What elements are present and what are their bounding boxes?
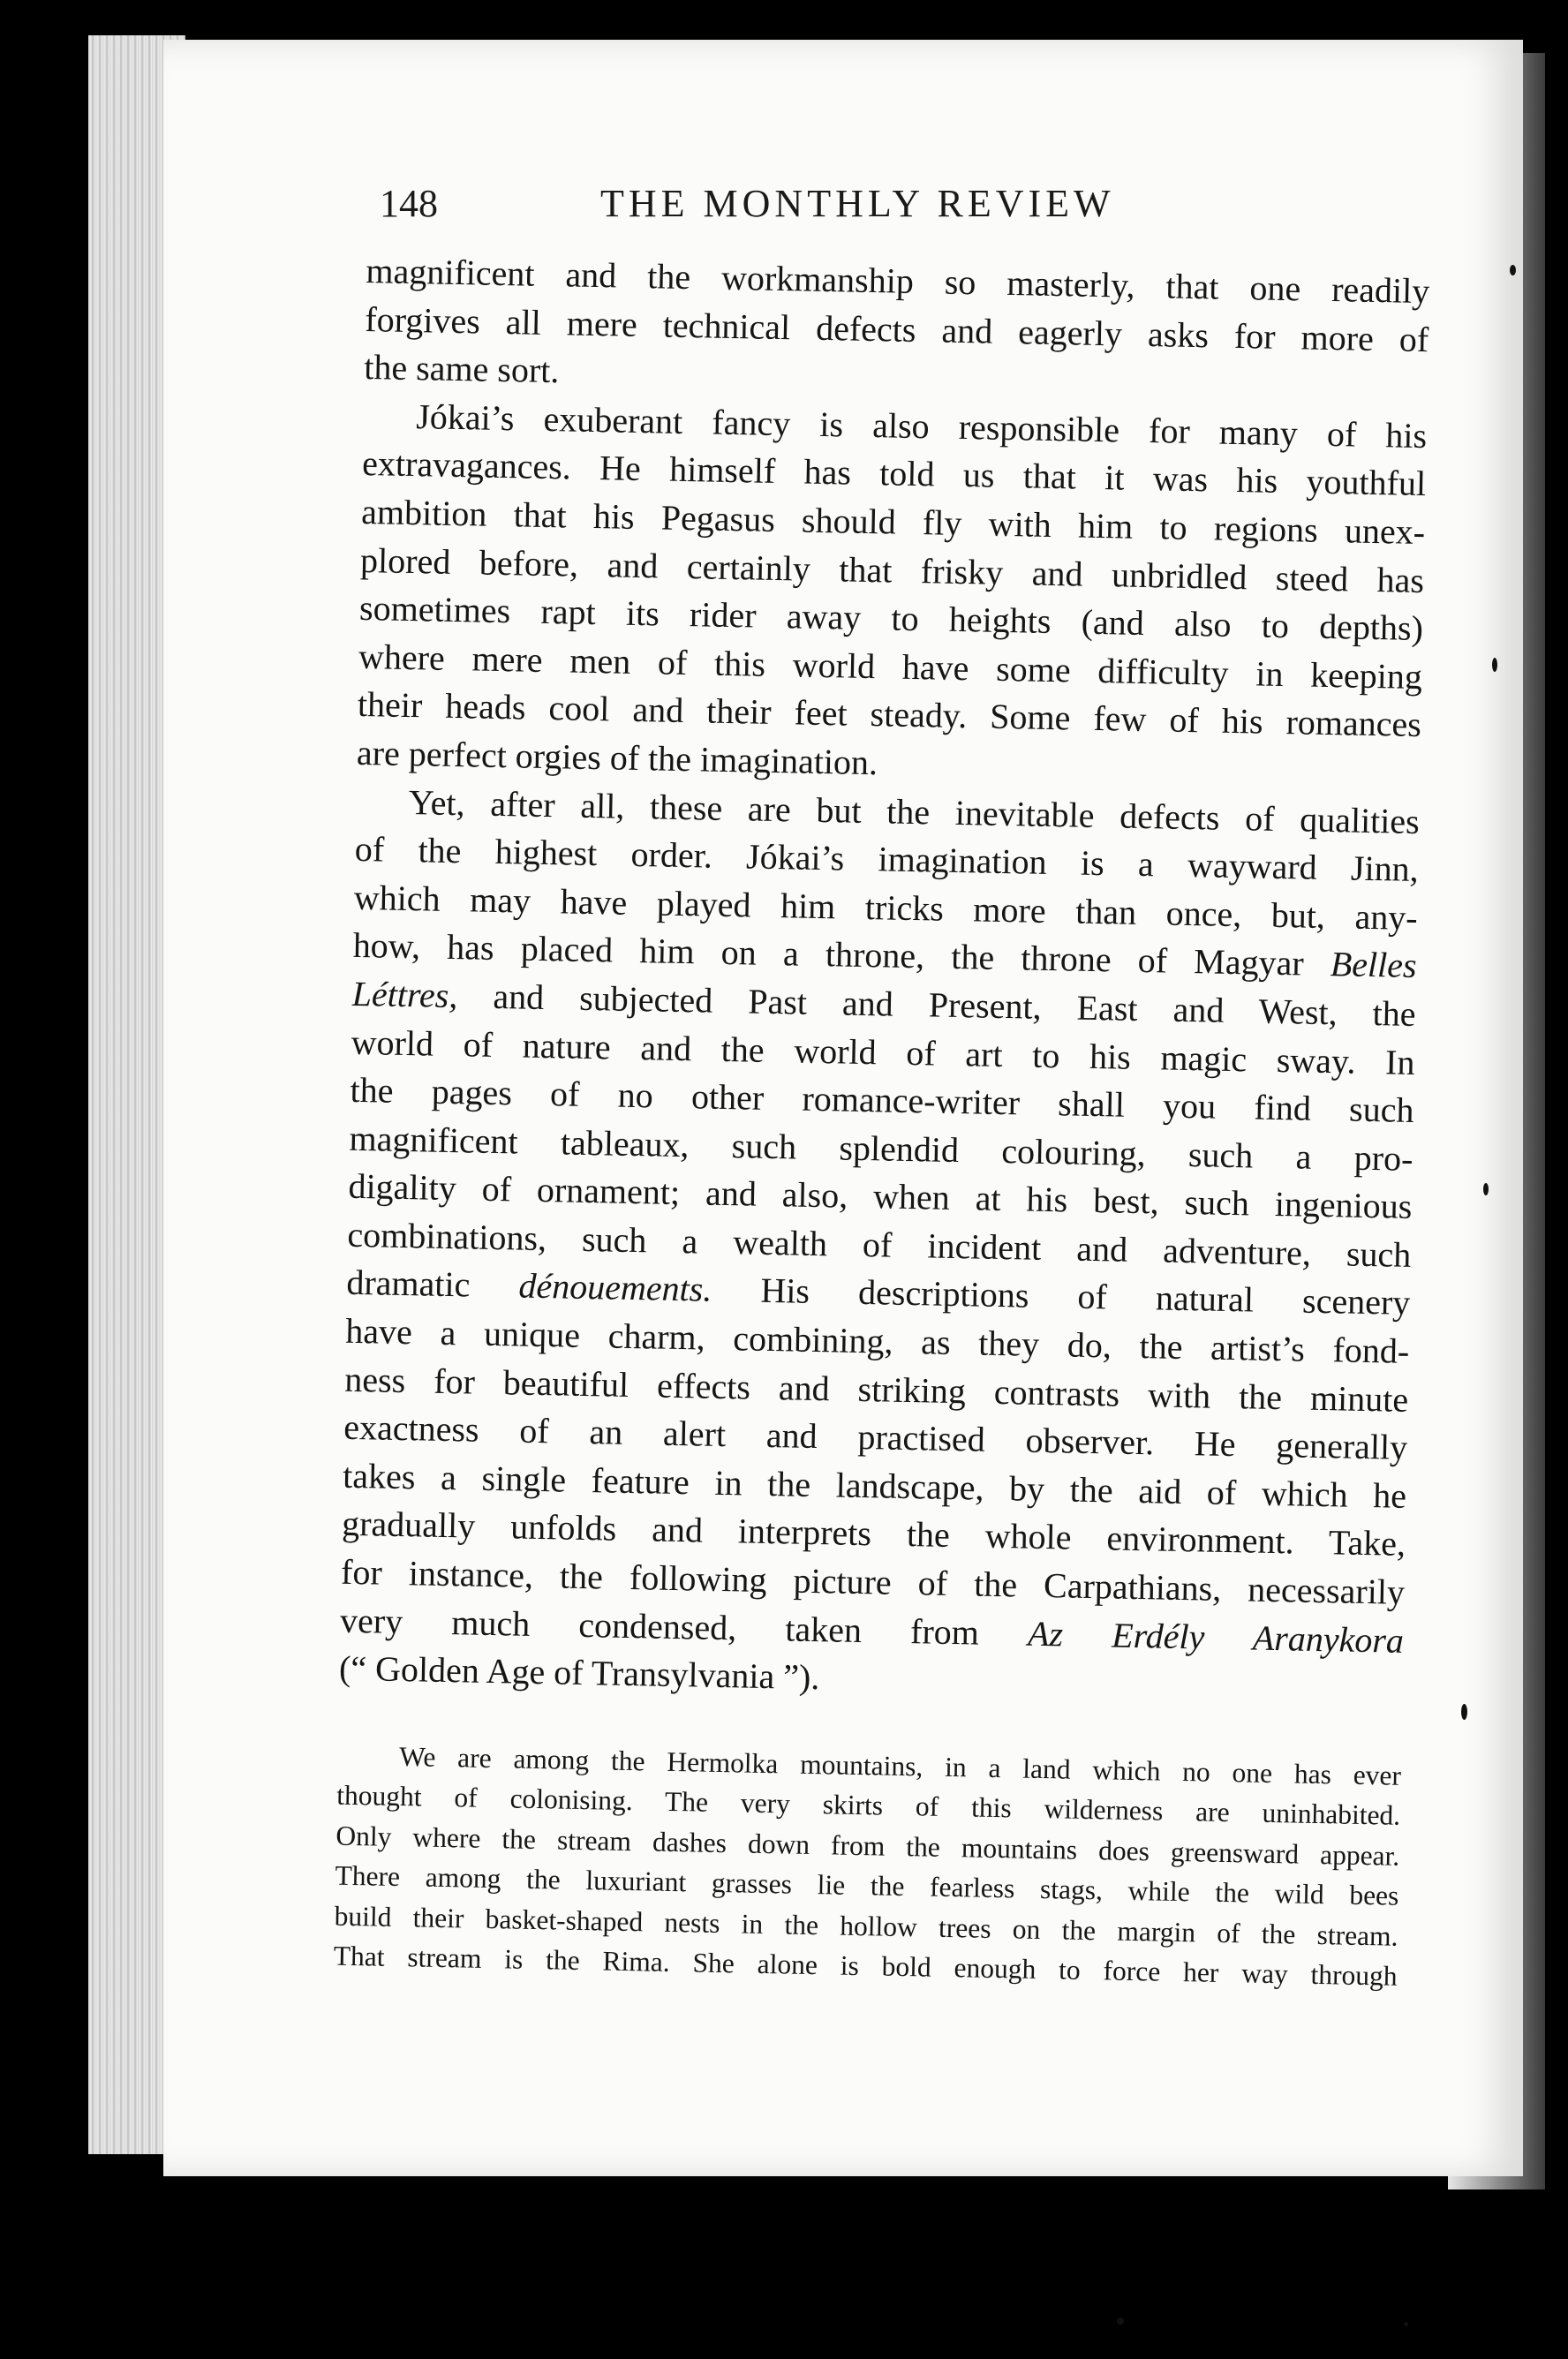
paragraph-3 (339, 777, 1421, 1713)
quote-line: build their basket-shaped nests in the hollow trees on the margin of the stream. (334, 1900, 1398, 1952)
text-line: takes a single feature in the landscape, by the aid of which he (342, 1455, 1407, 1516)
block-quote (333, 1736, 1401, 1997)
italic-title: Belles (1330, 944, 1418, 986)
text-line: world of nature and the world of art to his magic sway. In (351, 1021, 1415, 1082)
text-line: where mere men of this world have some difficulty in keeping (358, 636, 1423, 697)
text-line: magnificent and the workmanship so masterly, that one readily (366, 250, 1430, 312)
text-run: His descriptions of natural scenery (711, 1270, 1411, 1323)
italic-word: dénouements. (518, 1266, 712, 1310)
quote-line: Only where the stream dashes down from the mountains does greensward appear. (335, 1820, 1400, 1872)
text-line: for instance, the following picture of the Carpathians, necessarily (340, 1551, 1406, 1612)
text-line: plored before, and certainly that frisky and unbridled steed has (359, 539, 1425, 600)
scan-speck (1117, 2318, 1124, 2325)
text-line: the same sort. (363, 347, 560, 391)
italic-title: Az Erdély Aranykora (1027, 1613, 1405, 1661)
text-run: very much condensed, taken from (339, 1600, 1029, 1654)
text-line: combinations, such a wealth of incident and adventure, such (347, 1214, 1412, 1275)
scan-speck (1461, 1704, 1467, 1720)
text-run: dramatic (346, 1262, 519, 1306)
journal-title: THE MONTHLY REVIEW (600, 182, 1115, 225)
text-line: of the highest order. Jókai’s imagination is a wayward Jinn, (354, 829, 1420, 890)
text-column (333, 247, 1429, 1997)
text-line: ambition that his Pegasus should fly with him to regions unex- (360, 491, 1426, 553)
text-line: have a unique charm, combining, as they do, the artist’s fond- (345, 1310, 1410, 1371)
text-line: extravagances. He himself has told us that it was his youthful (361, 443, 1427, 504)
text-line: sometimes rapt its rider away to heights (and also to depths) (358, 588, 1424, 649)
text-line: which may have played him tricks more than once, but, any- (353, 877, 1419, 938)
text-line: ness for beautiful effects and striking contrasts with the minute (343, 1359, 1409, 1420)
italic-title: Léttres, (351, 973, 458, 1016)
text-line: Yet, after all, these are but the inevitable defects of qualities (408, 781, 1421, 841)
paragraph-1 (364, 247, 1430, 412)
paragraph-2 (356, 392, 1427, 798)
text-line: forgives all mere technical defects and eagerly asks for more of (365, 298, 1429, 359)
text-line: magnificent tableaux, such splendid colouring, such a pro- (349, 1118, 1413, 1179)
text-line: Jókai’s exuberant fancy is also responsible for many of his (415, 396, 1428, 456)
running-head (380, 181, 1263, 234)
text-run: how, has placed him on a throne, the throne of Magyar (352, 925, 1331, 984)
scan-speck (1492, 658, 1497, 672)
text-line: the pages of no other romance-writer shall you find such (350, 1069, 1414, 1131)
text-line: digality of ornament; and also, when at his best, such ingenious (348, 1166, 1413, 1227)
page-number: 148 (380, 182, 438, 225)
scan-speck (1510, 265, 1516, 275)
quote-line: We are among the Hermolka mountains, in a land which no one has ever (398, 1740, 1402, 1791)
text-line: gradually unfolds and interprets the whole environment. Take, (341, 1504, 1406, 1564)
quote-line: thought of colonising. The very skirts of this wilderness are uninhabited. (335, 1779, 1401, 1832)
text-line: (“ Golden Age of Transylvania ”). (338, 1647, 820, 1698)
quote-line: That stream is the Rima. She alone is bold enough to force her way through (333, 1940, 1398, 1993)
scan-speck (1404, 2322, 1408, 2326)
scan-speck (1483, 1183, 1489, 1195)
text-line: are perfect orgies of the imagination. (356, 732, 878, 783)
text-line: exactness of an alert and practised observer. He generally (343, 1407, 1408, 1468)
text-line: their heads cool and their feet steady. Some few of his romances (357, 684, 1422, 745)
text-run: and subjected Past and Present, East and West, the (456, 976, 1416, 1034)
quote-line: There among the luxuriant grasses lie the fearless stags, while the wild bees (335, 1859, 1399, 1912)
